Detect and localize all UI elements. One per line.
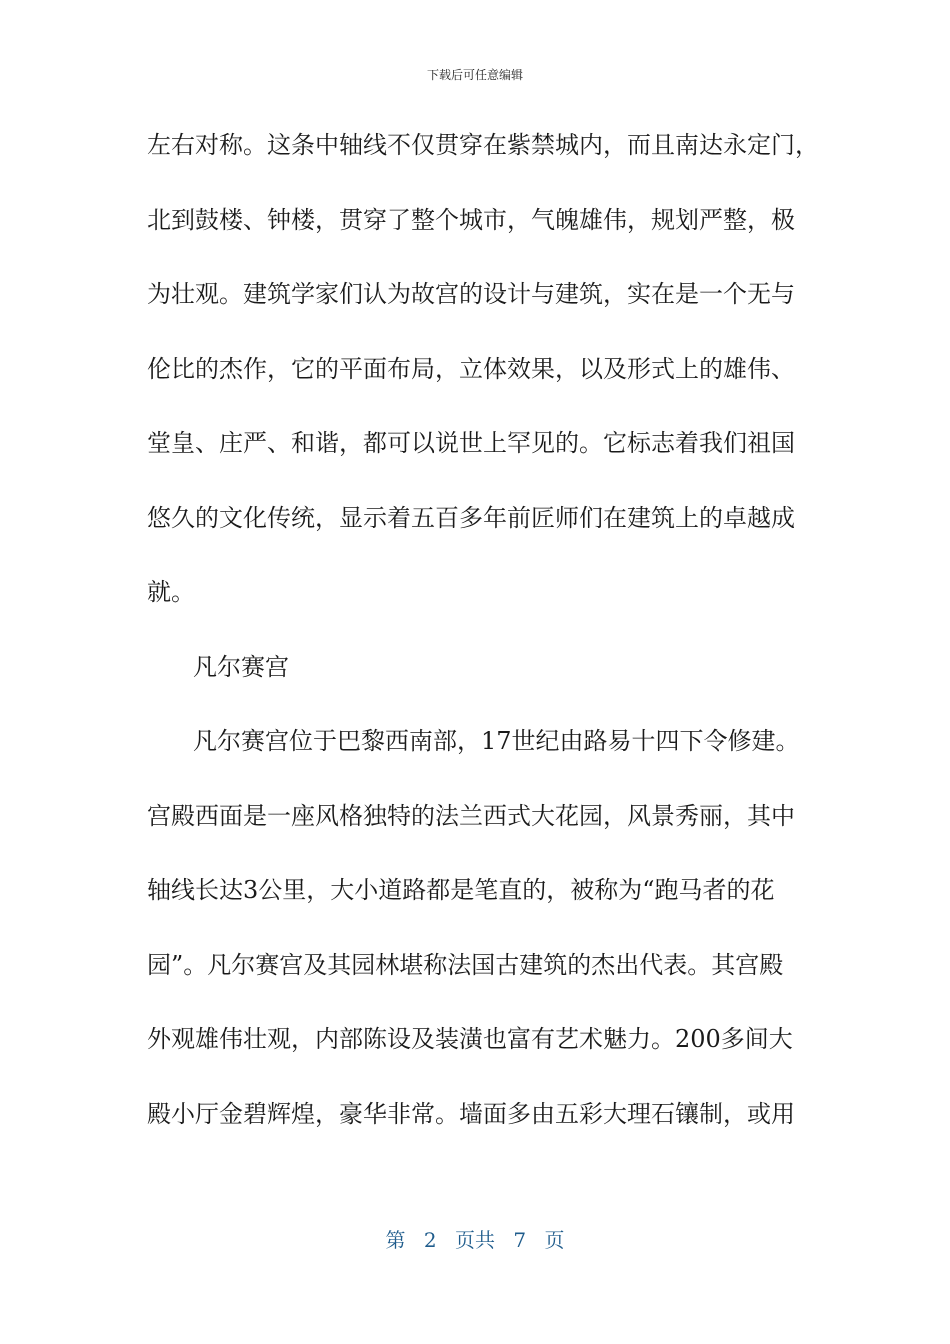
paragraph-line: 左右对称。这条中轴线不仅贯穿在紫禁城内，而且南达永定门，	[147, 131, 819, 159]
paragraph-line: 轴线长达3公里，大小道路都是笔直的，被称为“跑马者的花	[147, 876, 775, 904]
paragraph-line: 堂皇、庄严、和谐，都可以说世上罕见的。它标志着我们祖国	[147, 429, 795, 457]
section-heading: 凡尔赛宫	[193, 652, 289, 681]
paragraph-line: 伦比的杰作，它的平面布局，立体效果，以及形式上的雄伟、	[147, 354, 795, 383]
page-header-note: 下载后可任意编辑	[426, 68, 523, 82]
footer-current-page: 2	[423, 1228, 437, 1252]
paragraph-line: 殿小厅金碧辉煌，豪华非常。墙面多由五彩大理石镶制，或用	[147, 1099, 795, 1128]
footer-total-pages: 7	[513, 1228, 527, 1252]
paragraph-line: 外观雄伟壮观，内部陈设及装潢也富有艺术魅力。200多间大	[147, 1025, 793, 1053]
paragraph-line: 凡尔赛宫位于巴黎西南部，17世纪由路易十四下令修建。	[193, 727, 800, 755]
paragraph-line: 宫殿西面是一座风格独特的法兰西式大花园，风景秀丽，其中	[147, 801, 795, 830]
footer-label-total: 页共	[455, 1228, 495, 1252]
paragraph-line: 北到鼓楼、钟楼，贯穿了整个城市，气魄雄伟，规划严整，极	[147, 205, 795, 234]
footer-label-end: 页	[544, 1228, 565, 1252]
page-footer	[0, 1224, 950, 1253]
paragraph-line: 园”。凡尔赛宫及其园林堪称法国古建筑的杰出代表。其宫殿	[147, 950, 784, 979]
paragraph-line: 悠久的文化传统，显示着五百多年前匠师们在建筑上的卓越成	[147, 503, 795, 532]
paragraph-line: 为壮观。建筑学家们认为故宫的设计与建筑，实在是一个无与	[147, 280, 795, 308]
footer-label-page: 第	[385, 1228, 406, 1252]
document-body	[147, 126, 819, 1169]
paragraph-line: 就。	[147, 578, 195, 606]
